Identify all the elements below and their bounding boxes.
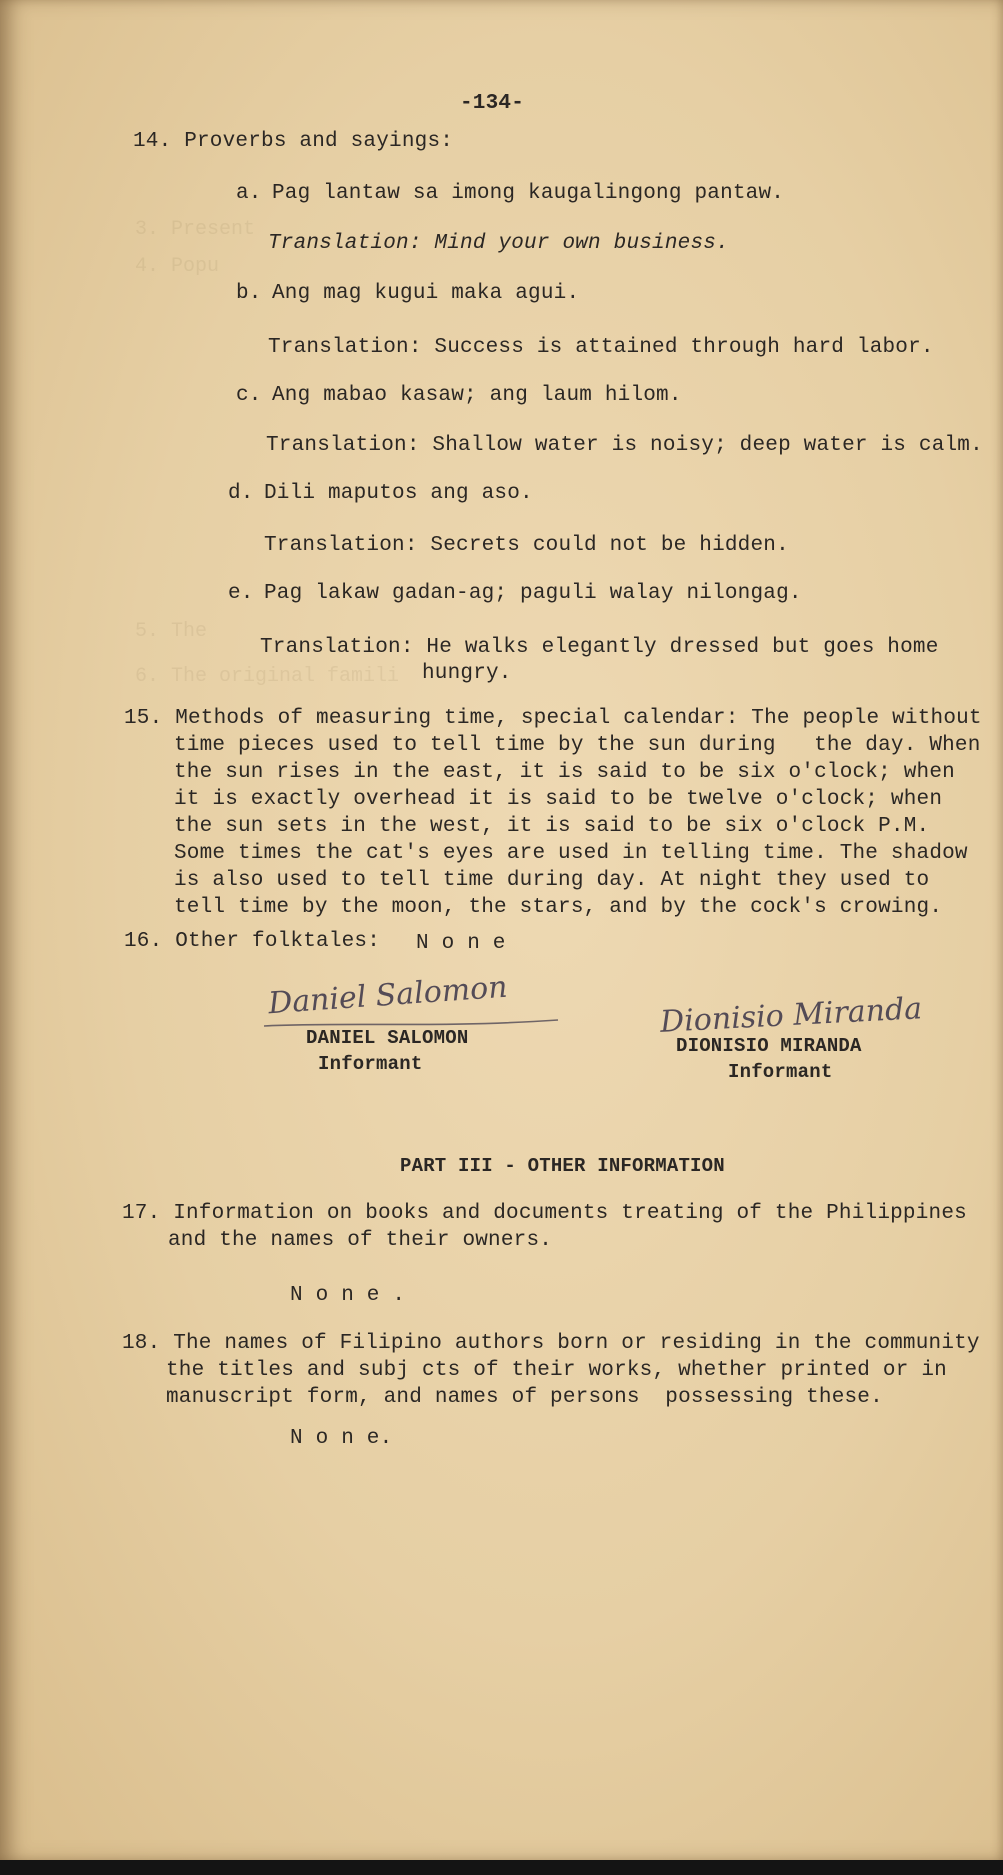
proverb-c-label: c.	[236, 384, 262, 407]
proverb-a-label: a.	[236, 182, 262, 205]
section-17-line: 17. Information on books and documents treating of the Philippines	[122, 1202, 967, 1225]
section-15-line: it is exactly overhead it is said to be twelve o'clock; when	[174, 788, 943, 811]
informant-left-name: DANIEL SALOMON	[306, 1027, 469, 1049]
informant-right-name: DIONISIO MIRANDA	[676, 1035, 862, 1057]
proverb-d-label: d.	[228, 482, 254, 505]
signature-daniel-salomon: Daniel Salomon	[267, 969, 509, 1022]
section-15-line: 15. Methods of measuring time, special calendar: The people without	[124, 707, 982, 730]
bleed-through-mark: 6. The original famili	[135, 665, 400, 688]
section-15-line: the sun rises in the east, it is said to be six o'clock; when	[174, 761, 955, 784]
proverb-b-text: Ang mag kugui maka agui.	[272, 282, 580, 305]
proverb-e-translation-line-1: Translation: He walks elegantly dressed but goes home	[260, 636, 939, 659]
part-3-title: PART III - OTHER INFORMATION	[400, 1155, 725, 1177]
informant-left-role: Informant	[318, 1053, 423, 1075]
proverb-b-label: b.	[236, 282, 262, 305]
section-18-value: N o n e.	[290, 1427, 393, 1450]
proverb-a-text: Pag lantaw sa imong kaugalingong pantaw.	[272, 182, 785, 205]
bleed-through-mark: 5. The	[135, 620, 208, 643]
proverb-d-translation: Translation: Secrets could not be hidden.	[264, 534, 789, 557]
informant-right-role: Informant	[728, 1061, 833, 1083]
proverb-e-text: Pag lakaw gadan-ag; paguli walay nilongag.	[264, 582, 802, 605]
section-16-label: 16. Other folktales:	[124, 930, 381, 953]
section-17-value: N o n e .	[290, 1284, 406, 1307]
section-17-line: and the names of their owners.	[168, 1229, 553, 1252]
page-number: -134-	[460, 92, 525, 115]
bleed-through-mark: 4. Popu	[135, 255, 220, 278]
section-15-line: Some times the cat's eyes are used in telling time. The shadow	[174, 842, 968, 865]
bleed-through-mark: 3. Present	[135, 218, 256, 241]
section-18-line: the titles and subj cts of their works, whether printed or in	[166, 1359, 947, 1382]
section-15-line: is also used to tell time during day. At night they used to	[174, 869, 930, 892]
scan-bottom-edge	[0, 1860, 1003, 1875]
section-16-value: N o n e	[416, 932, 506, 955]
proverb-c-text: Ang mabao kasaw; ang laum hilom.	[272, 384, 682, 407]
section-14-heading: 14. Proverbs and sayings:	[133, 130, 454, 153]
proverb-a-translation: Translation: Mind your own business.	[268, 232, 729, 255]
section-18-line: manuscript form, and names of persons possessing these.	[166, 1386, 883, 1409]
proverb-b-translation: Translation: Success is attained through hard labor.	[268, 336, 934, 359]
proverb-c-translation: Translation: Shallow water is noisy; deep water is calm.	[266, 434, 983, 457]
proverb-e-translation-line-2: hungry.	[422, 662, 512, 685]
signature-dionisio-miranda: Dionisio Miranda	[659, 991, 923, 1040]
proverb-e-label: e.	[228, 582, 254, 605]
section-15-line: the sun sets in the west, it is said to be six o'clock P.M.	[174, 815, 930, 838]
section-15-line: time pieces used to tell time by the sun during the day. When	[174, 734, 981, 757]
section-15-line: tell time by the moon, the stars, and by the cock's crowing.	[174, 896, 943, 919]
section-18-line: 18. The names of Filipino authors born or residing in the community	[122, 1332, 980, 1355]
proverb-d-text: Dili maputos ang aso.	[264, 482, 533, 505]
